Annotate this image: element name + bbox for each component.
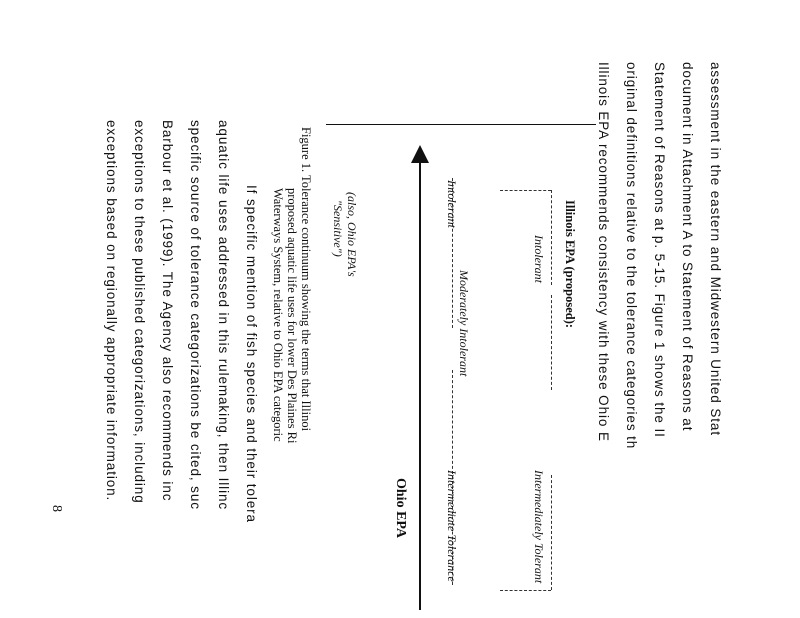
figure-caption-line-2: proposed aquatic life uses for lower Des Plaines Ri — [285, 188, 299, 444]
illinois-bracket-2 — [551, 295, 552, 390]
bracket-tick — [500, 190, 551, 191]
figure-top-border — [326, 124, 596, 125]
illinois-header: Illinois EPA (proposed): — [563, 200, 577, 329]
figure-caption-line-3: Waterways System, relative to Ohio EPA categoric — [271, 188, 285, 442]
illinois-intermediately-tolerant-label: Intermediately Tolerant — [532, 470, 546, 584]
body-line-1: assessment in the eastern and Midwestern United Stat — [708, 62, 723, 436]
ohio-header: Ohio EPA — [393, 478, 408, 539]
body-line-10: exceptions to these published categorizations, including — [132, 120, 147, 504]
illinois-moderately-intolerant-label: Moderately Intolerant — [457, 270, 471, 377]
ohio-note-line-2: "Sensitive") — [331, 200, 345, 257]
ohio-intermediate-tolerance-label: Intermediate Tolerance — [445, 470, 459, 582]
bracket-tick — [500, 590, 551, 591]
ohio-note-line-1: (also, Ohio EPA's — [345, 192, 359, 277]
body-line-6: If specific mention of fish species and their tolera — [244, 185, 259, 523]
body-line-3: Statement of Reasons at p. 5-15. Figure 1 shows the II — [652, 62, 667, 438]
illinois-bracket-3 — [551, 475, 552, 590]
body-line-5: Illinois EPA recommends consistency with these Ohio E — [596, 62, 611, 442]
ohio-intolerant-label: Intolerant — [445, 180, 459, 228]
body-line-7: aquatic life uses addressed in this rulemaking, then Illinc — [216, 120, 231, 511]
tolerance-continuum-arrow — [400, 145, 440, 615]
page-number: 8 — [49, 505, 64, 512]
illinois-bracket-1 — [551, 190, 552, 285]
body-line-4: original definitions relative to the tolerance categories th — [624, 62, 639, 450]
body-line-2: document in Attachment A to Statement of Reasons at — [680, 62, 695, 432]
figure-caption-line-1: Figure 1. Tolerance continuum showing the terms that Illinoi — [299, 127, 313, 432]
body-line-11: exceptions based on regionally appropriate information. — [104, 120, 119, 502]
body-line-8: specific source of tolerance categorizations be cited, suc — [188, 120, 203, 510]
body-line-9: Barbour et al. (1999). The Agency also recommends inc — [160, 120, 175, 502]
illinois-intolerant-label: Intolerant — [532, 235, 546, 283]
